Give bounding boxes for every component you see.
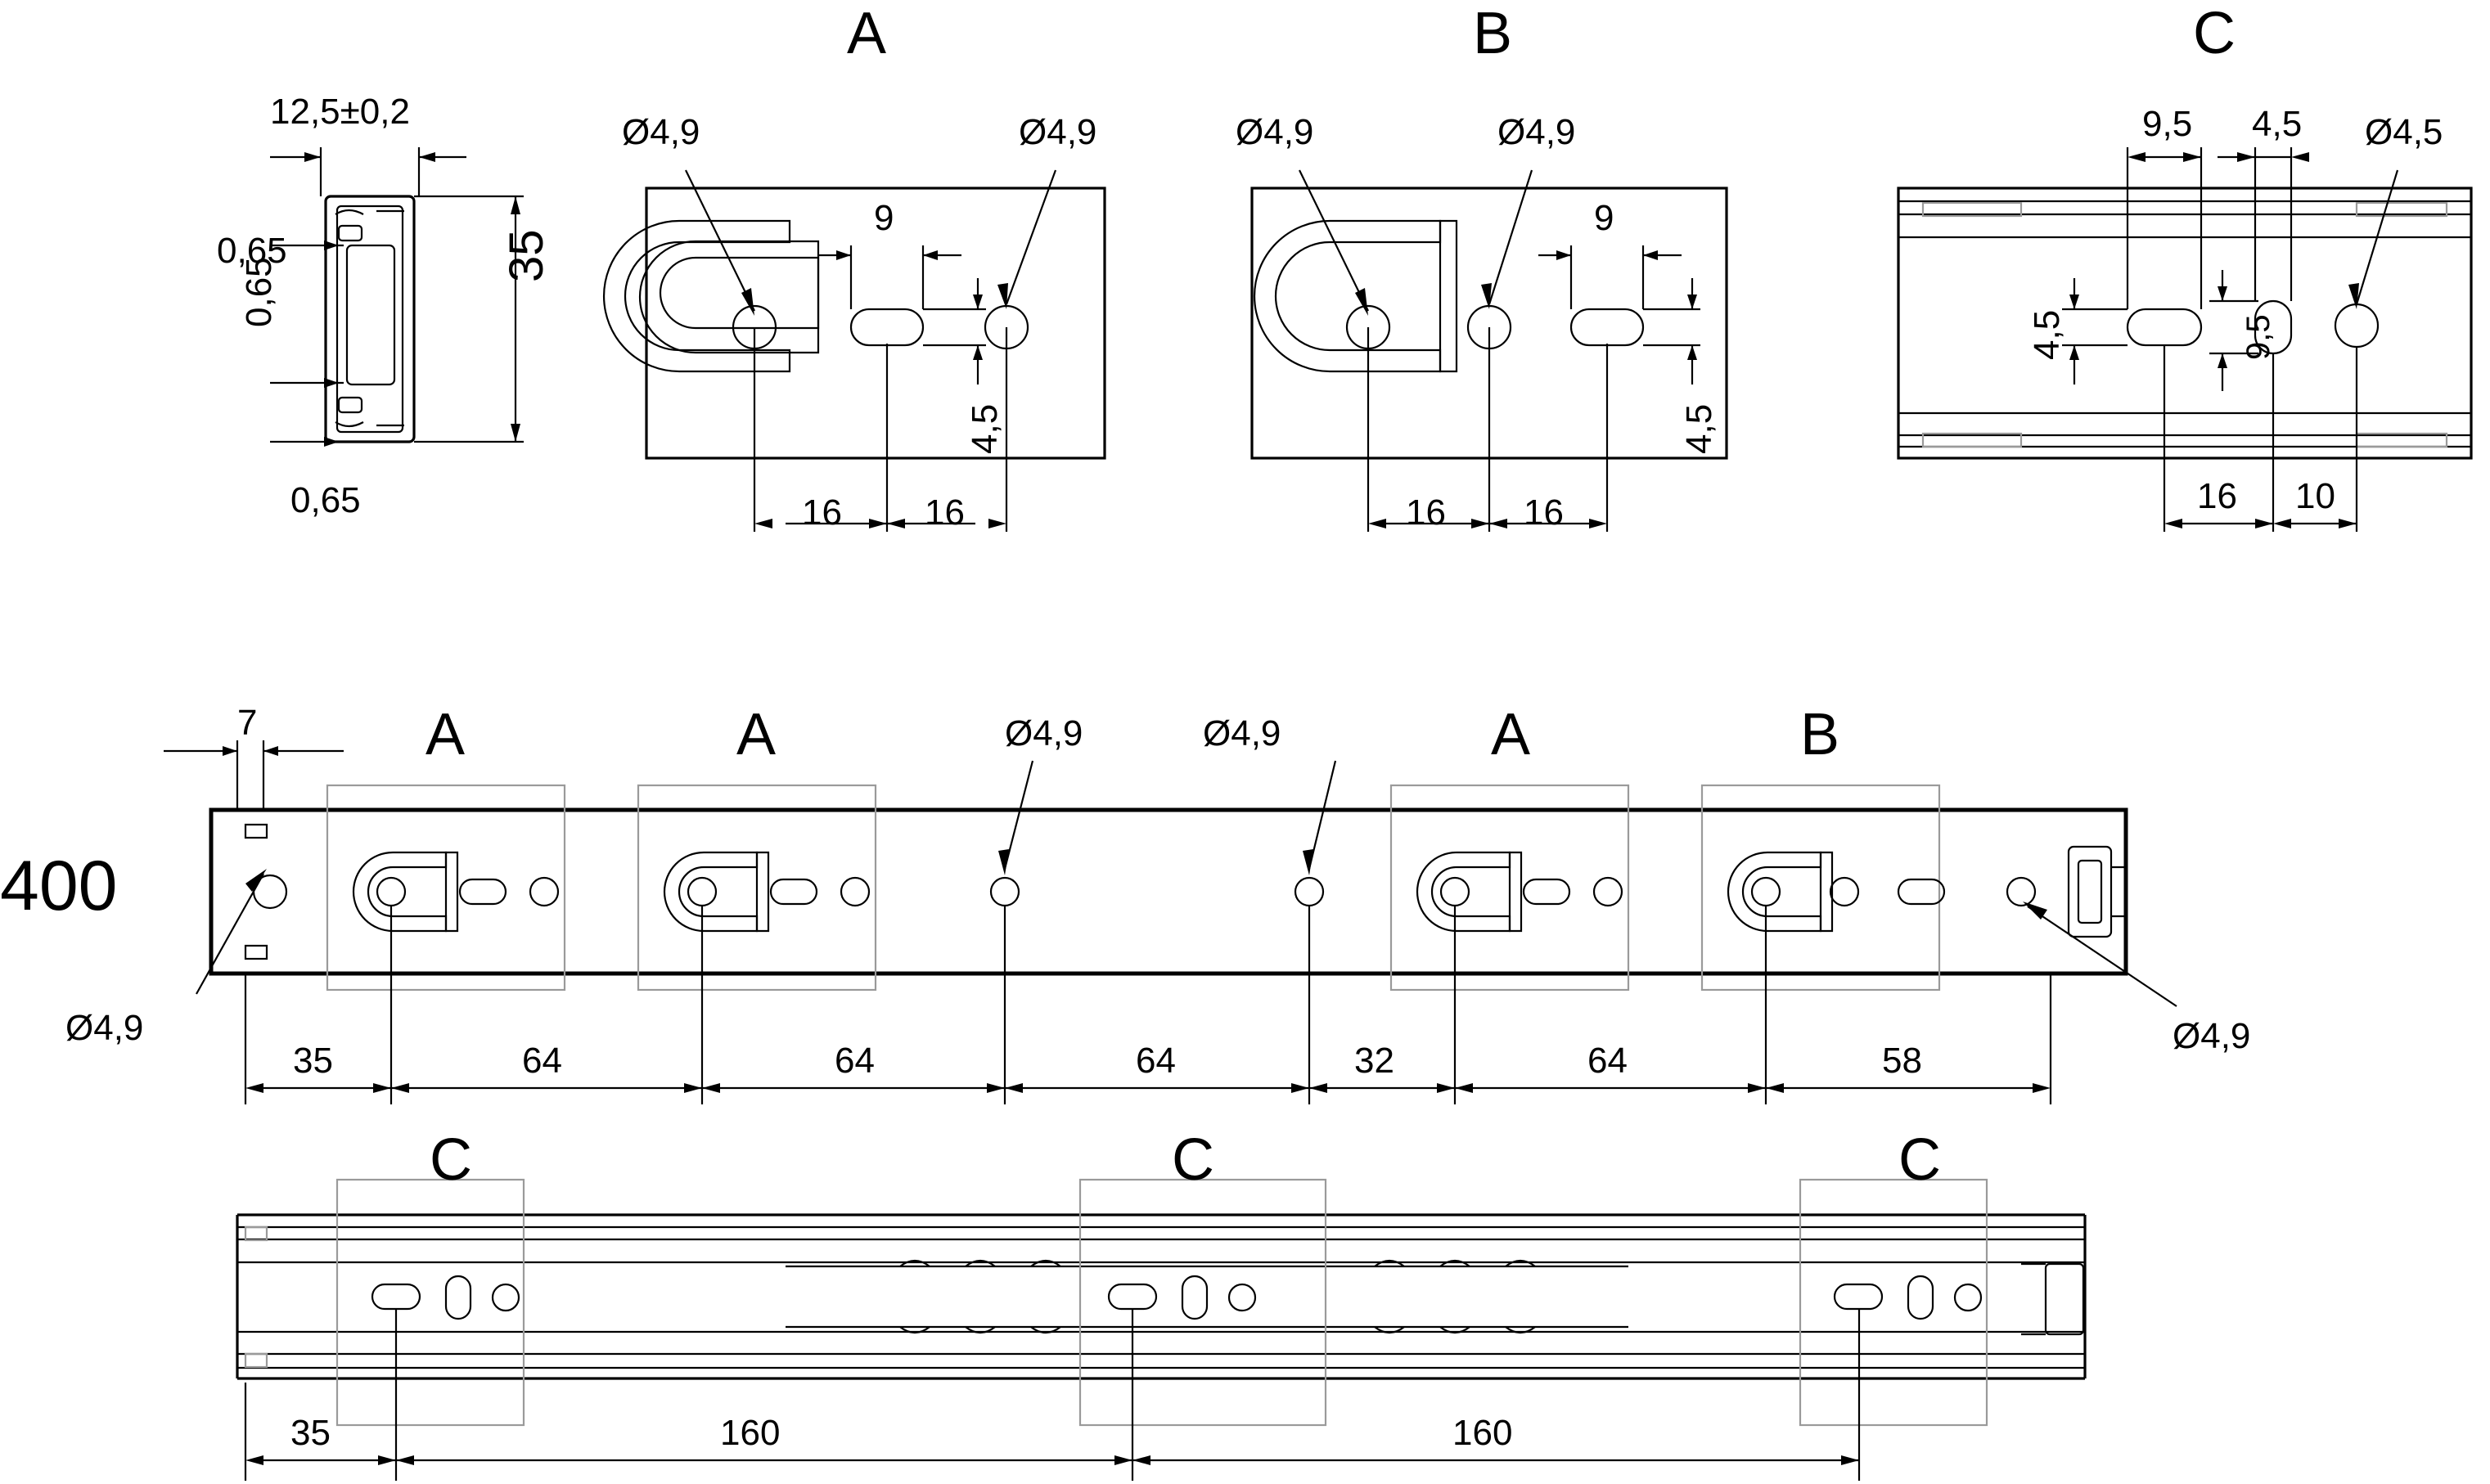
bottom-marker-c-3: C: [1898, 1127, 1941, 1193]
main-length-label: 400: [0, 847, 118, 925]
detail-b-slot-width: 9: [1594, 198, 1614, 238]
detail-b-hole-right: Ø4,9: [1497, 112, 1576, 152]
section-width-tolerance: 12,5±0,2: [270, 92, 410, 132]
detail-a-hole-left: Ø4,9: [622, 112, 700, 152]
main-dim-4: 64: [1136, 1041, 1176, 1081]
section-height: 35: [500, 229, 553, 282]
detail-c-pitch-2: 10: [2295, 476, 2335, 516]
detail-a-slot-width: 9: [874, 198, 894, 238]
detail-a-label: A: [847, 1, 887, 66]
bottom-dim-3: 160: [1452, 1413, 1513, 1453]
detail-b-hole-left: Ø4,9: [1236, 112, 1314, 152]
detail-a-pitch-1: 16: [802, 492, 842, 533]
detail-b-pitch-1: 16: [1406, 492, 1446, 533]
detail-c-dim-left: 9,5: [2142, 104, 2193, 144]
bottom-dim-1: 35: [290, 1413, 331, 1453]
detail-c-pitch-1: 16: [2197, 476, 2237, 516]
detail-b-slot-height: 4,5: [1679, 403, 1719, 454]
bottom-marker-c-1: C: [430, 1127, 472, 1193]
detail-a-slot-height: 4,5: [965, 403, 1005, 454]
main-marker-b-1: B: [1800, 702, 1840, 767]
section-thickness-mid: 0,65: [239, 257, 279, 327]
detail-c-label: C: [2193, 1, 2236, 66]
main-edge-offset: 7: [237, 703, 258, 743]
detail-c-hole: Ø4,5: [2365, 112, 2443, 152]
main-dim-5: 32: [1354, 1041, 1394, 1081]
detail-a-hole-right: Ø4,9: [1019, 112, 1097, 152]
detail-c-slot-height-right: 9,5: [2240, 314, 2276, 360]
main-marker-a-1: A: [426, 702, 466, 767]
detail-c-dim-mid: 4,5: [2252, 104, 2303, 144]
main-end-hole-callout: Ø4,9: [2173, 1016, 2251, 1056]
detail-c-slot-height-left: 4,5: [2027, 309, 2067, 360]
main-marker-a-2: A: [736, 702, 777, 767]
main-hole-callout-1: Ø4,9: [1005, 713, 1083, 753]
main-dim-2: 64: [522, 1041, 562, 1081]
bottom-dim-2: 160: [720, 1413, 781, 1453]
bottom-marker-c-2: C: [1172, 1127, 1214, 1193]
main-hole-callout-2: Ø4,9: [1203, 713, 1281, 753]
detail-a-pitch-2: 16: [925, 492, 965, 533]
main-dim-7: 58: [1882, 1041, 1922, 1081]
detail-b-label: B: [1473, 1, 1513, 66]
main-dim-6: 64: [1587, 1041, 1628, 1081]
section-thickness-bottom: 0,65: [290, 480, 361, 520]
section-thickness-top: 0,65: [217, 231, 287, 271]
main-marker-a-3: A: [1491, 702, 1531, 767]
main-dim-1: 35: [293, 1041, 333, 1081]
detail-b-pitch-2: 16: [1524, 492, 1564, 533]
main-dim-3: 64: [835, 1041, 875, 1081]
main-corner-hole-callout: Ø4,9: [65, 1008, 144, 1048]
